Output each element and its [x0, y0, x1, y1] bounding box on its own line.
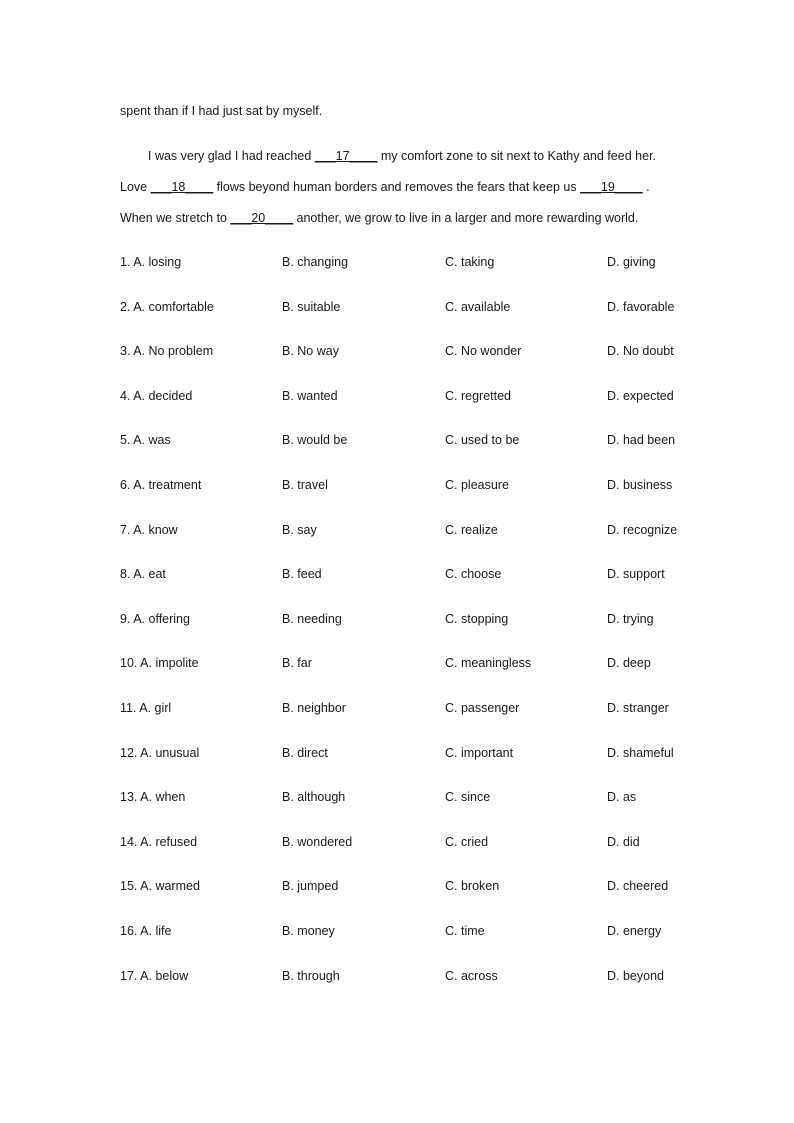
- option-b: B. wanted: [282, 388, 338, 403]
- option-d: D. energy: [607, 923, 662, 938]
- passage-text: flows beyond human borders and removes the fears that keep us: [213, 180, 581, 194]
- option-b: B. neighbor: [282, 700, 346, 715]
- question-row: [120, 701, 720, 746]
- passage-text: Love: [120, 180, 151, 194]
- option-b: B. far: [282, 656, 312, 671]
- passage-text: spent than if I had just sat by myself.: [120, 104, 323, 118]
- option-d: D. favorable: [607, 299, 675, 314]
- option-d: D. support: [607, 567, 665, 582]
- option-d: D. as: [607, 790, 637, 805]
- option-c: C. No wonder: [445, 344, 522, 359]
- question-row: [120, 523, 720, 568]
- option-d: D. business: [607, 477, 673, 492]
- option-b: B. travel: [282, 477, 328, 492]
- option-a: 16. A. life: [120, 923, 172, 938]
- option-c: C. broken: [445, 879, 500, 894]
- option-a: 11. A. girl: [120, 700, 172, 715]
- passage-text: When we stretch to: [120, 211, 231, 225]
- option-c: C. used to be: [445, 433, 520, 448]
- option-d: D. did: [607, 834, 640, 849]
- option-c: C. realize: [445, 522, 498, 537]
- passage-text: .: [642, 180, 650, 194]
- option-b: B. changing: [282, 255, 349, 269]
- question-row: [120, 612, 720, 657]
- passage-text: my comfort zone to sit next to Kathy and feed her.: [377, 149, 656, 163]
- question-row: [120, 835, 720, 880]
- option-a: 12. A. unusual: [120, 745, 200, 760]
- question-row: [120, 300, 720, 345]
- option-d: D. giving: [607, 255, 656, 269]
- blank-18: ___18____: [150, 180, 214, 194]
- option-a: 13. A. when: [120, 790, 186, 805]
- option-a: 17. A. below: [120, 968, 189, 983]
- question-row: [120, 879, 720, 924]
- option-d: D. shameful: [607, 745, 674, 760]
- option-c: C. stopping: [445, 611, 509, 626]
- option-d: D. trying: [607, 611, 654, 626]
- option-b: B. No way: [282, 344, 339, 359]
- question-row: [120, 746, 720, 791]
- question-row: [120, 433, 720, 478]
- option-b: B. direct: [282, 745, 328, 760]
- question-row: [120, 567, 720, 612]
- option-a: 5. A. was: [120, 433, 171, 448]
- option-c: C. choose: [445, 567, 502, 582]
- option-b: B. needing: [282, 611, 342, 626]
- passage-line-3: [120, 211, 638, 225]
- option-b: B. say: [282, 522, 317, 537]
- option-c: C. since: [445, 790, 491, 805]
- question-row: [120, 924, 720, 969]
- option-a: 14. A. refused: [120, 834, 198, 849]
- option-a: 7. A. know: [120, 522, 178, 537]
- option-c: C. pleasure: [445, 477, 509, 492]
- option-a: 3. A. No problem: [120, 344, 214, 359]
- blank-20: ___20____: [230, 211, 294, 225]
- option-a: 6. A. treatment: [120, 477, 202, 492]
- blank-19: ___19____: [580, 180, 643, 194]
- option-c: C. taking: [445, 255, 495, 269]
- option-b: B. feed: [282, 567, 322, 582]
- option-b: B. through: [282, 968, 340, 983]
- option-d: D. had been: [607, 433, 676, 448]
- option-c: C. across: [445, 968, 498, 983]
- option-b: B. wondered: [282, 834, 353, 849]
- option-c: C. meaningless: [445, 656, 532, 671]
- question-row: [120, 969, 720, 1014]
- option-d: D. recognize: [607, 522, 678, 537]
- option-b: B. jumped: [282, 879, 339, 894]
- option-c: C. cried: [445, 834, 489, 849]
- option-a: 8. A. eat: [120, 567, 166, 582]
- question-row: [120, 255, 720, 300]
- option-b: B. suitable: [282, 299, 341, 314]
- option-c: C. time: [445, 923, 485, 938]
- passage-text: I was very glad I had reached: [148, 149, 315, 163]
- option-c: C. regretted: [445, 388, 512, 403]
- option-a: 15. A. warmed: [120, 879, 200, 894]
- option-a: 2. A. comfortable: [120, 299, 214, 314]
- option-b: B. money: [282, 923, 335, 938]
- option-a: 4. A. decided: [120, 388, 193, 403]
- option-a: 1. A. losing: [120, 255, 182, 269]
- option-c: C. available: [445, 299, 511, 314]
- option-a: 9. A. offering: [120, 611, 190, 626]
- blank-17: ___17____: [314, 149, 378, 163]
- option-a: 10. A. impolite: [120, 656, 199, 671]
- option-d: D. beyond: [607, 968, 664, 983]
- option-d: D. cheered: [607, 879, 669, 894]
- passage-text: another, we grow to live in a larger and more rewarding world.: [293, 211, 639, 225]
- option-c: C. important: [445, 745, 514, 760]
- option-d: D. expected: [607, 388, 674, 403]
- option-c: C. passenger: [445, 700, 520, 715]
- passage-line-2: [120, 180, 650, 194]
- question-row: [120, 344, 720, 389]
- question-row: [120, 790, 720, 835]
- option-b: B. would be: [282, 433, 348, 448]
- option-d: D. stranger: [607, 700, 669, 715]
- passage-line-1: [148, 149, 656, 163]
- question-row: [120, 478, 720, 523]
- option-d: D. deep: [607, 656, 651, 671]
- answer-options: [120, 255, 720, 1013]
- question-row: [120, 656, 720, 701]
- question-row: [120, 389, 720, 434]
- option-b: B. although: [282, 790, 346, 805]
- passage-line-continuation: [120, 104, 322, 118]
- option-d: D. No doubt: [607, 344, 674, 359]
